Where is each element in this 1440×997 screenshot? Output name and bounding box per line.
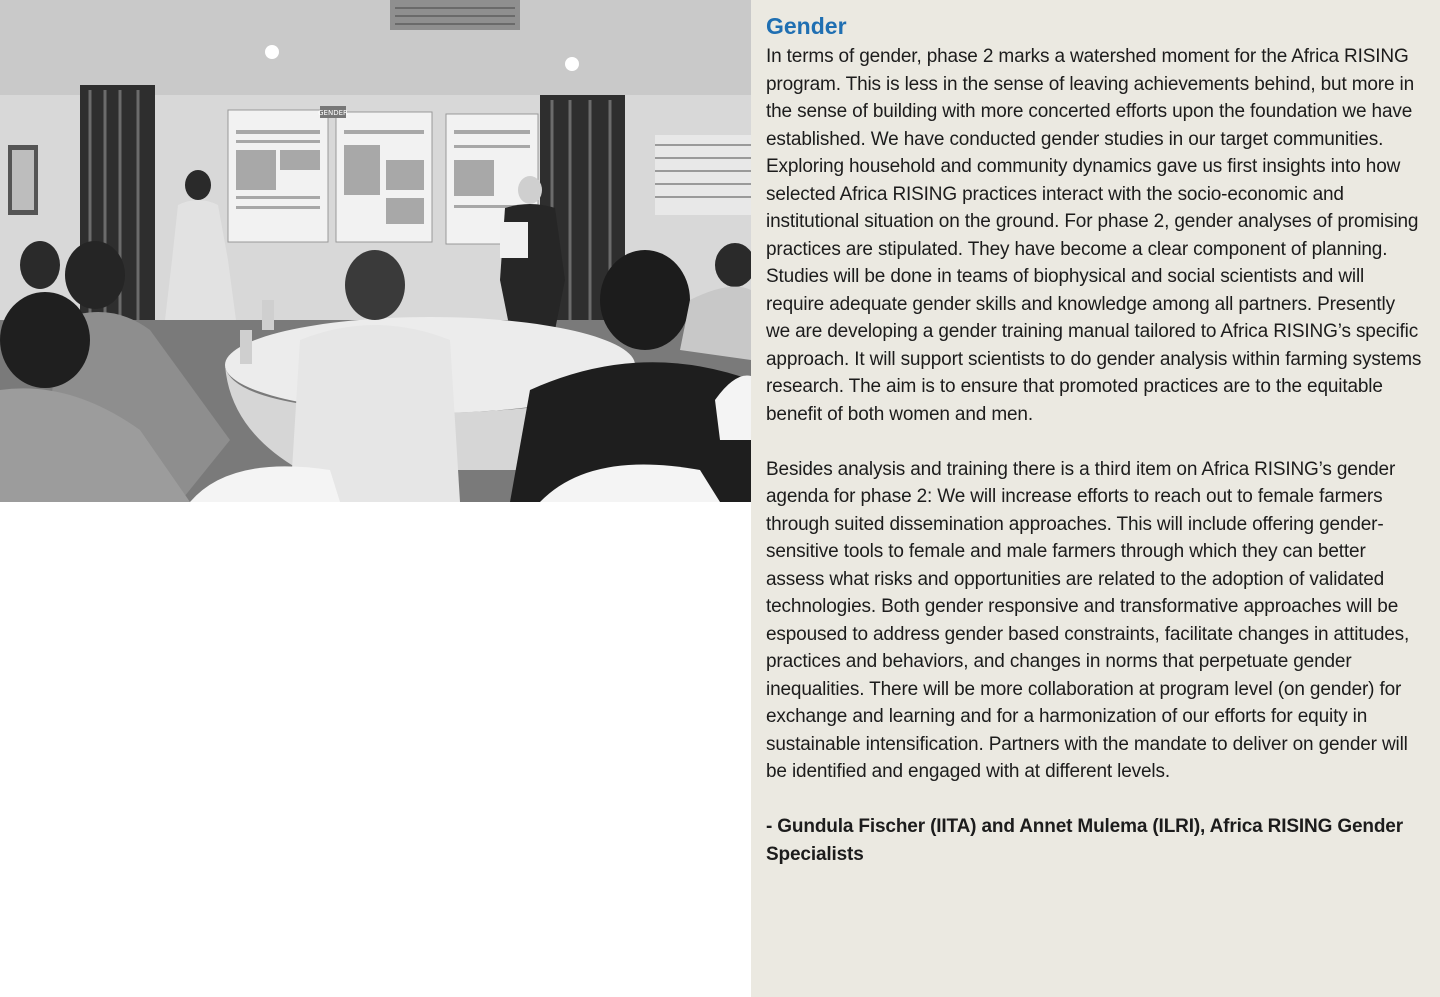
ceiling-light — [565, 57, 579, 71]
article-paragraph-2: Besides analysis and training there is a third item on Africa RISING’s gender agenda for phase 2: We will increase efforts to reach out to female farmers through suited dissemination approaches. This will include offering gender-sensitive tools to female and male farmers through which they can better assess what risks and opportunities are related to the adoption of validated technologies. Both gender responsive and transformative approaches will be espoused to address gender based constraints, facilitate changes in attitudes, practices and behaviors, and changes in norms that perpetuate gender inequalities. There will be more collaboration at program level (on gender) for exchange and learning and for a harmonization of our efforts for equity in sustainable intensification. Partners with the mandate to deliver on gender will be identified and engaged with at different levels. — [766, 458, 1410, 782]
ceiling-light — [265, 45, 279, 59]
article-signature: - Gundula Fischer (IITA) and Annet Mulema (ILRI), Africa RISING Gender Specialists — [766, 816, 1403, 865]
presenter-head — [518, 176, 542, 204]
audience-head — [600, 250, 690, 350]
audience-head — [20, 241, 60, 289]
window-blinds — [655, 135, 751, 215]
article-paragraph-1: In terms of gender, phase 2 marks a watershed moment for the Africa RISING program. This is less in the sense of leaving achievements behind, but more in the sense of building with more concerted efforts upon the foundation we have established. We have conducted gender studies in our target communities. Exploring household and community dynamics gave us first insights into how selected Africa RISING practices interact with the socio-economic and institutional situation on the ground. For phase 2, gender analyses of promising practices are stipulated. They have become a clear component of planning. Studies will be done in teams of biophysical and social scientists and will require adequate gender skills and knowledge among all partners. Presently we are developing a gender training manual tailored to Africa RISING’s specific approach. It will support scientists to do gender analysis within farming systems research. The aim is to ensure that promoted practices are to the equitable benefit of both women and men. — [766, 46, 1422, 425]
audience-head — [65, 241, 125, 309]
audience-head — [345, 250, 405, 320]
presenter-head — [185, 170, 211, 200]
audience-head — [0, 292, 90, 388]
article-panel — [751, 0, 1440, 997]
water-bottle — [262, 300, 274, 330]
workshop-photo — [0, 0, 751, 502]
article-title: Gender — [766, 13, 847, 39]
water-bottle — [240, 330, 252, 364]
workshop-photo-illustration — [0, 0, 751, 502]
poster-label: GENDER — [318, 109, 348, 117]
